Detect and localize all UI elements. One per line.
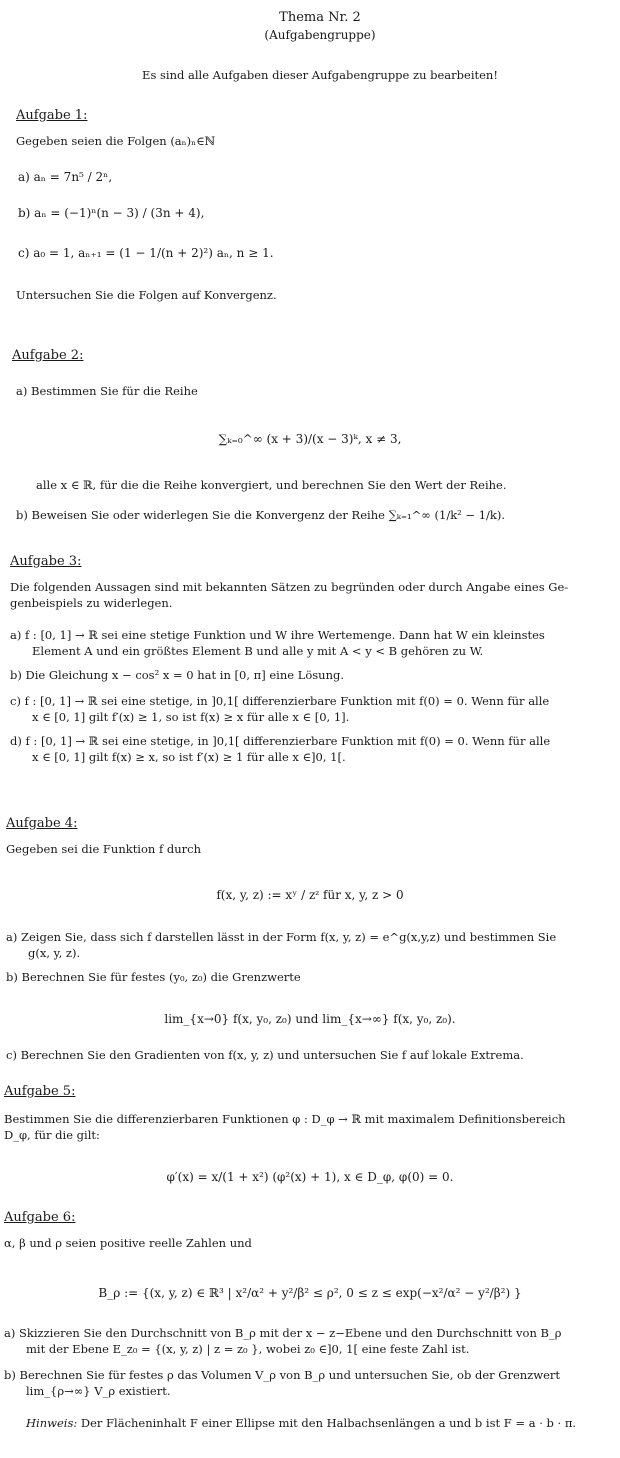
aufgabe-6-heading: Aufgabe 6: (4, 1210, 76, 1225)
aufgabe-6-a-line1: a) Skizzieren Sie den Durchschnitt von B_ρ mit der x − z−Ebene und den Durchschnitt von B_ρ (4, 1326, 562, 1340)
aufgabe-1-heading: Aufgabe 1: (16, 108, 88, 123)
aufgabe-5-intro-line1: Bestimmen Sie die differenzierbaren Funktionen φ : D_φ → ℝ mit maximalem Definitionsbereich (4, 1112, 566, 1126)
hint-text: Der Flächeninhalt F einer Ellipse mit den Halbachsenlängen a und b ist F = a · b · π. (80, 1416, 577, 1430)
aufgabe-4-heading: Aufgabe 4: (6, 816, 78, 831)
instruction-text: Es sind alle Aufgaben dieser Aufgabengruppe zu bearbeiten! (142, 68, 498, 82)
aufgabe-1-a: a) aₙ = 7n⁵ / 2ⁿ, (18, 170, 113, 184)
hint-label: Hinweis: (26, 1416, 78, 1430)
aufgabe-3-b: b) Die Gleichung x − cos² x = 0 hat in [0, π] eine Lösung. (10, 668, 344, 682)
aufgabe-4-a-line1: a) Zeigen Sie, dass sich f darstellen lässt in der Form f(x, y, z) = e^g(x,y,z) und bestimmen Sie (6, 930, 557, 944)
aufgabe-3-d-line1: d) f : [0, 1] → ℝ sei eine stetige, in ]0,1[ differenzierbare Funktion mit f(0) = 0. Wenn für alle (10, 734, 551, 748)
aufgabe-1-outro: Untersuchen Sie die Folgen auf Konvergenz. (16, 288, 277, 302)
aufgabe-3-intro-line1: Die folgenden Aussagen sind mit bekannten Sätzen zu begründen oder durch Angabe eines Ge- (10, 580, 569, 594)
aufgabe-6-set-formula: B_ρ := {(x, y, z) ∈ ℝ³ | x²/α² + y²/β² ≤ ρ², 0 ≤ z ≤ exp(−x²/α² − y²/β²) } (98, 1286, 522, 1300)
page-title: Thema Nr. 2 (279, 10, 361, 25)
aufgabe-3-a-line1: a) f : [0, 1] → ℝ sei eine stetige Funktion und W ihre Wertemenge. Dann hat W ein kleinstes (10, 628, 545, 642)
aufgabe-3-a-line2: Element A und ein größtes Element B und alle y mit A < y < B gehören zu W. (32, 644, 484, 658)
aufgabe-4-c: c) Berechnen Sie den Gradienten von f(x, y, z) und untersuchen Sie f auf lokale Extrema. (6, 1048, 524, 1062)
aufgabe-3-c-line2: x ∈ [0, 1] gilt f′(x) ≥ 1, so ist f(x) ≥ x für alle x ∈ [0, 1]. (32, 710, 350, 724)
aufgabe-5-heading: Aufgabe 5: (4, 1084, 76, 1099)
aufgabe-4-limits-formula: lim_{x→0} f(x, y₀, z₀) und lim_{x→∞} f(x, y₀, z₀). (164, 1012, 456, 1026)
aufgabe-2-a-text: alle x ∈ ℝ, für die die Reihe konvergiert, und berechnen Sie den Wert der Reihe. (36, 478, 507, 492)
aufgabe-2-heading: Aufgabe 2: (12, 348, 84, 363)
aufgabe-4-b: b) Berechnen Sie für festes (y₀, z₀) die Grenzwerte (6, 970, 301, 984)
aufgabe-5-intro-line2: D_φ, für die gilt: (4, 1128, 100, 1142)
aufgabe-3-heading: Aufgabe 3: (10, 554, 82, 569)
page-subtitle: (Aufgabengruppe) (264, 28, 376, 42)
aufgabe-6-hint (26, 1416, 576, 1430)
aufgabe-1-b: b) aₙ = (−1)ⁿ(n − 3) / (3n + 4), (18, 206, 205, 220)
aufgabe-6-intro: α, β und ρ seien positive reelle Zahlen und (4, 1236, 252, 1250)
aufgabe-6-a-line2: mit der Ebene E_z₀ = {(x, y, z) | z = z₀ }, wobei z₀ ∈]0, 1[ eine feste Zahl ist. (26, 1342, 470, 1356)
aufgabe-3-intro-line2: genbeispiels zu widerlegen. (10, 596, 173, 610)
aufgabe-4-intro: Gegeben sei die Funktion f durch (6, 842, 202, 856)
aufgabe-2-b: b) Beweisen Sie oder widerlegen Sie die Konvergenz der Reihe ∑ₖ₌₁^∞ (1/k² − 1/k). (16, 508, 506, 522)
aufgabe-3-c-line1: c) f : [0, 1] → ℝ sei eine stetige, in ]0,1[ differenzierbare Funktion mit f(0) = 0. Wenn für alle (10, 694, 550, 708)
aufgabe-2-series-formula: ∑ₖ₌₀^∞ (x + 3)/(x − 3)ᵏ, x ≠ 3, (218, 432, 402, 446)
aufgabe-1-c: c) a₀ = 1, aₙ₊₁ = (1 − 1/(n + 2)²) aₙ, n ≥ 1. (18, 246, 274, 260)
aufgabe-6-b-line1: b) Berechnen Sie für festes ρ das Volumen V_ρ von B_ρ und untersuchen Sie, ob der Grenzwert (4, 1368, 561, 1382)
aufgabe-4-a-line2: g(x, y, z). (28, 946, 81, 960)
aufgabe-6-b-line2: lim_{ρ→∞} V_ρ existiert. (26, 1384, 171, 1398)
aufgabe-2-a-intro: a) Bestimmen Sie für die Reihe (16, 384, 198, 398)
aufgabe-5-ode-formula: φ′(x) = x/(1 + x²) (φ²(x) + 1), x ∈ D_φ, φ(0) = 0. (166, 1170, 454, 1184)
aufgabe-1-intro: Gegeben seien die Folgen (aₙ)ₙ∈ℕ (16, 134, 216, 148)
aufgabe-3-d-line2: x ∈ [0, 1] gilt f(x) ≥ x, so ist f′(x) ≥ 1 für alle x ∈]0, 1[. (32, 750, 346, 764)
aufgabe-4-function-formula: f(x, y, z) := xʸ / zᶻ für x, y, z > 0 (216, 888, 404, 902)
